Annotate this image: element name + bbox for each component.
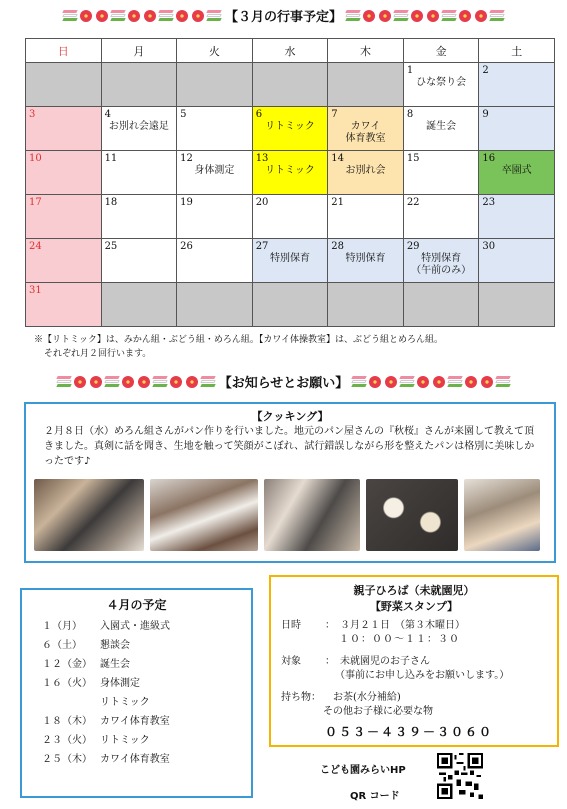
oyako-items-row	[281, 691, 547, 705]
april-item-date: １（月）	[42, 621, 82, 632]
spacer	[281, 705, 323, 719]
april-item-date: ６（土）	[42, 640, 82, 651]
calendar-week	[26, 239, 555, 283]
plum-flower-icon	[417, 376, 429, 388]
april-item-event: 誕生会	[100, 659, 130, 670]
decoration-right	[352, 376, 510, 388]
spacer	[281, 669, 325, 683]
plum-flower-icon	[433, 376, 445, 388]
day-event: 身体測定	[194, 165, 235, 176]
calendar-day	[252, 151, 328, 195]
calendar-day	[403, 195, 479, 239]
calendar-day	[177, 239, 253, 283]
plum-flower-icon	[379, 10, 391, 22]
time-value: ： ３月２１日 （第３木曜日）	[325, 620, 465, 631]
cooking-photo-3	[264, 479, 360, 551]
day-number: 13	[255, 153, 269, 164]
items-value-2: その他お子様に必要な物	[323, 706, 433, 717]
day-event: ひな祭り会	[416, 77, 467, 88]
plum-flower-icon	[481, 376, 493, 388]
weekday-0: 日	[26, 39, 102, 63]
cooking-title: 【クッキング】	[251, 410, 329, 423]
spacer	[281, 633, 325, 647]
day-event: （午前のみ）	[411, 265, 472, 276]
calendar-day	[403, 283, 479, 327]
april-item-event: カワイ体育教室	[100, 716, 170, 727]
plum-flower-icon	[475, 10, 487, 22]
day-number: 30	[482, 241, 496, 252]
plum-flower-icon	[170, 376, 182, 388]
calendar-day	[26, 239, 102, 283]
april-item-event: リトミック	[100, 697, 150, 708]
day-number: 12	[180, 153, 193, 164]
day-number: 28	[331, 241, 344, 252]
day-number: 7	[331, 109, 338, 120]
march-calendar	[25, 38, 555, 327]
calendar-day	[328, 151, 404, 195]
april-item-date: １２（金）	[42, 659, 92, 670]
day-event: 卒園式	[501, 165, 532, 176]
calendar-day	[177, 107, 253, 151]
weekday-2: 火	[177, 39, 253, 63]
plum-flower-icon	[176, 10, 188, 22]
weekday-5: 金	[403, 39, 479, 63]
day-event: 体育教室	[345, 133, 386, 144]
april-item-event: 身体測定	[100, 678, 140, 689]
target-note: （事前にお申し込みをお願いします。）	[335, 670, 510, 681]
weekday-1: 月	[101, 39, 177, 63]
april-item-event: カワイ体育教室	[100, 754, 170, 765]
qr-code-icon[interactable]	[437, 753, 483, 799]
hishimochi-icon	[394, 10, 408, 21]
april-item-date: ２３（火）	[42, 735, 92, 746]
homepage-label: こども園みらいHP	[320, 765, 406, 776]
calendar-day	[479, 283, 555, 327]
decoration-left	[63, 10, 221, 22]
calendar-body	[26, 63, 555, 327]
oyako-items-row-2	[281, 705, 547, 719]
day-number: 22	[406, 197, 420, 208]
day-number: 11	[104, 153, 118, 164]
day-number: 21	[331, 197, 344, 208]
april-item-event: リトミック	[100, 735, 150, 746]
day-event: お別れ会	[345, 165, 386, 176]
day-number: 18	[104, 197, 118, 208]
hishimochi-icon	[448, 376, 462, 387]
day-number: 29	[406, 241, 420, 252]
weekday-3: 水	[252, 39, 328, 63]
calendar-day	[177, 151, 253, 195]
april-item-date: １８（木）	[42, 716, 92, 727]
calendar-day	[101, 107, 177, 151]
time-range: １０：００～１１：３０	[339, 634, 460, 645]
notice-title-row	[0, 372, 567, 391]
calendar-week	[26, 283, 555, 327]
hishimochi-icon	[346, 10, 360, 21]
plum-flower-icon	[369, 376, 381, 388]
calendar-day	[479, 239, 555, 283]
april-item	[30, 750, 243, 769]
plum-flower-icon	[144, 10, 156, 22]
cooking-photo-4	[366, 479, 458, 551]
calendar-day	[479, 107, 555, 151]
calendar-day	[479, 63, 555, 107]
day-number: 3	[29, 109, 36, 120]
calendar-day	[328, 63, 404, 107]
calendar-day	[252, 239, 328, 283]
calendar-day	[403, 239, 479, 283]
april-item-event: 入園式・進級式	[100, 621, 170, 632]
calendar-day	[328, 195, 404, 239]
qr-label: QR コード	[350, 791, 400, 802]
calendar-day	[479, 151, 555, 195]
hishimochi-icon	[201, 376, 215, 387]
calendar-note-2: それぞれ月２回行います。	[44, 349, 152, 359]
day-number: 17	[29, 197, 42, 208]
oyako-time-row-2	[281, 633, 547, 647]
calendar-day	[328, 107, 404, 151]
hishimochi-icon	[63, 10, 77, 21]
day-number: 8	[406, 109, 414, 120]
day-number: 1	[406, 65, 414, 76]
day-number: 25	[104, 241, 118, 252]
calendar-day	[328, 283, 404, 327]
cooking-box	[24, 402, 556, 563]
hishimochi-icon	[352, 376, 366, 387]
april-item	[30, 674, 243, 693]
day-event: お別れ会遠足	[108, 121, 169, 132]
calendar-day	[101, 283, 177, 327]
april-item	[30, 731, 243, 750]
oyako-title: 親子ひろば（未就園児）	[353, 584, 475, 597]
hishimochi-icon	[400, 376, 414, 387]
april-item	[30, 617, 243, 636]
day-number: 6	[255, 109, 263, 120]
oyako-time-row	[281, 619, 547, 633]
april-list	[30, 617, 243, 769]
april-item-date	[30, 693, 100, 712]
calendar-day	[252, 283, 328, 327]
plum-flower-icon	[122, 376, 134, 388]
day-event: リトミック	[265, 165, 315, 176]
calendar-day	[26, 195, 102, 239]
plum-flower-icon	[459, 10, 471, 22]
hishimochi-icon	[111, 10, 125, 21]
calendar-day	[101, 195, 177, 239]
hishimochi-icon	[490, 10, 504, 21]
calendar-week	[26, 151, 555, 195]
hishimochi-icon	[442, 10, 456, 21]
april-item-event: 懇談会	[100, 640, 130, 651]
day-number: 4	[104, 109, 111, 120]
calendar-day	[328, 239, 404, 283]
calendar-day	[101, 63, 177, 107]
cooking-photo-2	[150, 479, 258, 551]
day-event: 特別保育	[421, 253, 462, 264]
april-item-date: ２５（木）	[42, 754, 92, 765]
calendar-day	[26, 107, 102, 151]
oyako-hiroba-box	[269, 575, 559, 747]
calendar-day	[479, 195, 555, 239]
day-event: カワイ	[350, 121, 381, 132]
calendar-note-1: ※【リトミック】は、みかん組・ぶどう組・めろん組。【カワイ体操教室】は、ぶどう組とめろん組。	[34, 335, 444, 345]
hishimochi-icon	[57, 376, 71, 387]
notice-title: 【お知らせとお願い】	[218, 376, 349, 391]
april-item	[30, 655, 243, 674]
day-number: 16	[482, 153, 496, 164]
day-number: 5	[180, 109, 187, 120]
calendar-day	[26, 283, 102, 327]
day-number: 26	[180, 241, 193, 252]
day-number: 27	[255, 241, 269, 252]
plum-flower-icon	[192, 10, 204, 22]
calendar-day	[403, 151, 479, 195]
phone-number: ０５３－４３９－３０６０	[325, 725, 494, 739]
plum-flower-icon	[186, 376, 198, 388]
day-number: 20	[255, 197, 269, 208]
day-number: 10	[29, 153, 42, 164]
cooking-photo-1	[34, 479, 144, 551]
plum-flower-icon	[427, 10, 439, 22]
april-item	[30, 636, 243, 655]
april-schedule-box	[20, 588, 253, 798]
calendar-title-row	[0, 6, 567, 25]
day-event: 特別保育	[269, 253, 310, 264]
calendar-day	[177, 195, 253, 239]
items-label: 持ち物：	[281, 692, 321, 703]
calendar-day	[252, 107, 328, 151]
calendar-week	[26, 63, 555, 107]
weekday-4: 木	[328, 39, 404, 63]
target-label: 対象	[281, 656, 301, 667]
april-title: ４月の予定	[106, 598, 167, 612]
calendar-day	[252, 63, 328, 107]
target-value: ： 未就園児のお子さん	[325, 656, 430, 667]
day-event: 特別保育	[345, 253, 386, 264]
hishimochi-icon	[153, 376, 167, 387]
day-number: 14	[331, 153, 344, 164]
april-item	[30, 693, 243, 712]
calendar-day	[26, 151, 102, 195]
calendar-day	[101, 239, 177, 283]
decoration-right	[346, 10, 504, 22]
hishimochi-icon	[159, 10, 173, 21]
oyako-target-row-2	[281, 669, 547, 683]
april-item-date: １６（火）	[42, 678, 92, 689]
calendar-day	[177, 63, 253, 107]
day-number: 19	[180, 197, 193, 208]
day-event: 誕生会	[426, 121, 457, 132]
day-number: 23	[482, 197, 496, 208]
weekday-6: 土	[479, 39, 555, 63]
plum-flower-icon	[465, 376, 477, 388]
plum-flower-icon	[80, 10, 92, 22]
plum-flower-icon	[363, 10, 375, 22]
cooking-photos	[34, 479, 540, 551]
oyako-subtitle: 【野菜スタンプ】	[369, 600, 459, 613]
plum-flower-icon	[385, 376, 397, 388]
calendar-week	[26, 195, 555, 239]
hishimochi-icon	[496, 376, 510, 387]
items-value: お茶(水分補給)	[333, 692, 401, 703]
calendar-title: 【３月の行事予定】	[224, 10, 342, 25]
oyako-target-row	[281, 655, 547, 669]
day-number: 15	[406, 153, 420, 164]
decoration-left	[57, 376, 215, 388]
calendar-day	[101, 151, 177, 195]
calendar-day	[177, 283, 253, 327]
calendar-week	[26, 107, 555, 151]
april-item	[30, 712, 243, 731]
day-event: リトミック	[265, 121, 315, 132]
calendar-day	[252, 195, 328, 239]
calendar-day	[403, 107, 479, 151]
weekday-header	[26, 39, 555, 63]
cooking-body: ２月８日（水）めろん組さんがパン作りを行いました。地元のパン屋さんの『秋桜』さんが来園して教えて頂きました。真剣に話を聞き、生地を触って笑顔がこぼれ、試行錯誤しながら形を整えたパンは格別に美味しかったです♪	[44, 426, 535, 467]
plum-flower-icon	[74, 376, 86, 388]
hishimochi-icon	[105, 376, 119, 387]
day-number: 2	[482, 65, 489, 76]
plum-flower-icon	[90, 376, 102, 388]
calendar-day	[403, 63, 479, 107]
cooking-photo-5	[464, 479, 540, 551]
plum-flower-icon	[411, 10, 423, 22]
day-number: 31	[29, 285, 42, 296]
plum-flower-icon	[96, 10, 108, 22]
plum-flower-icon	[138, 376, 150, 388]
calendar-day	[26, 63, 102, 107]
day-number: 9	[482, 109, 489, 120]
time-label: 日時	[281, 620, 301, 631]
day-number: 24	[29, 241, 42, 252]
plum-flower-icon	[128, 10, 140, 22]
hishimochi-icon	[207, 10, 221, 21]
